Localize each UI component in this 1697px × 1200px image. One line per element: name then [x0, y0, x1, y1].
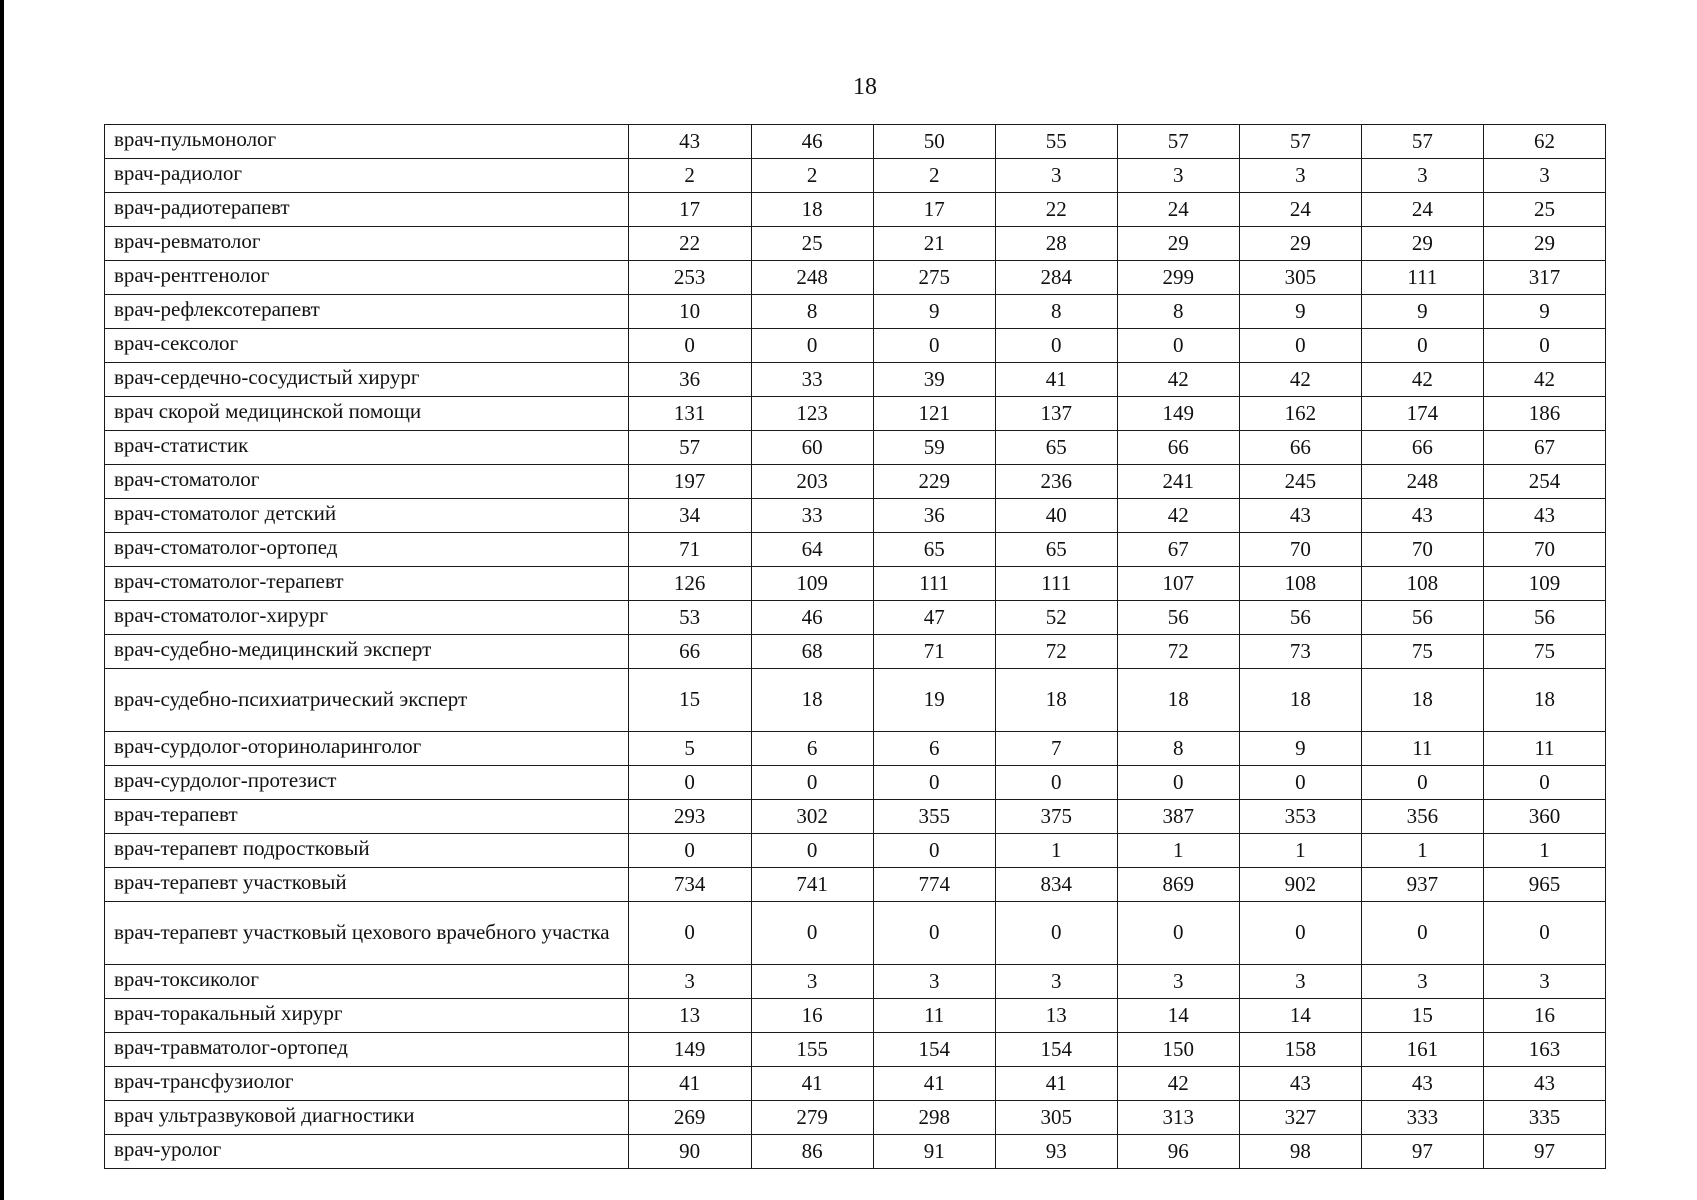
value-cell: 64 — [751, 533, 873, 567]
value-cell: 75 — [1361, 635, 1483, 669]
value-cell: 869 — [1117, 868, 1239, 902]
value-cell: 60 — [751, 431, 873, 465]
value-cell: 21 — [873, 227, 995, 261]
value-cell: 0 — [1361, 766, 1483, 800]
value-cell: 41 — [751, 1067, 873, 1101]
value-cell: 3 — [1361, 965, 1483, 999]
table-row — [105, 902, 1606, 965]
value-cell: 18 — [1361, 669, 1483, 732]
value-cell: 42 — [1483, 363, 1605, 397]
page-number: 18 — [853, 74, 877, 100]
value-cell: 163 — [1483, 1033, 1605, 1067]
value-cell: 67 — [1483, 431, 1605, 465]
row-label: врач-стоматолог — [105, 465, 629, 499]
value-cell: 0 — [873, 834, 995, 868]
value-cell: 42 — [1361, 363, 1483, 397]
value-cell: 65 — [873, 533, 995, 567]
table-row — [105, 999, 1606, 1033]
value-cell: 17 — [628, 193, 751, 227]
value-cell: 0 — [1117, 329, 1239, 363]
value-cell: 269 — [628, 1101, 751, 1135]
value-cell: 56 — [1483, 601, 1605, 635]
row-label: врач-уролог — [105, 1135, 629, 1169]
value-cell: 18 — [1117, 669, 1239, 732]
value-cell: 203 — [751, 465, 873, 499]
table-row — [105, 868, 1606, 902]
value-cell: 741 — [751, 868, 873, 902]
value-cell: 1 — [1239, 834, 1361, 868]
value-cell: 236 — [995, 465, 1117, 499]
row-label: врач-судебно-психиатрический эксперт — [105, 669, 629, 732]
value-cell: 72 — [995, 635, 1117, 669]
value-cell: 56 — [1361, 601, 1483, 635]
table-row — [105, 1101, 1606, 1135]
value-cell: 3 — [1117, 159, 1239, 193]
value-cell: 902 — [1239, 868, 1361, 902]
value-cell: 43 — [1361, 499, 1483, 533]
value-cell: 356 — [1361, 800, 1483, 834]
table-row — [105, 465, 1606, 499]
value-cell: 18 — [751, 193, 873, 227]
table-row — [105, 567, 1606, 601]
value-cell: 19 — [873, 669, 995, 732]
value-cell: 229 — [873, 465, 995, 499]
value-cell: 3 — [1239, 159, 1361, 193]
value-cell: 327 — [1239, 1101, 1361, 1135]
value-cell: 70 — [1483, 533, 1605, 567]
value-cell: 154 — [995, 1033, 1117, 1067]
row-label: врач-трансфузиолог — [105, 1067, 629, 1101]
scan-edge-border — [0, 0, 4, 1200]
value-cell: 5 — [628, 732, 751, 766]
row-label: врач-стоматолог детский — [105, 499, 629, 533]
row-label: врач-сердечно-сосудистый хирург — [105, 363, 629, 397]
row-label: врач-статистик — [105, 431, 629, 465]
value-cell: 67 — [1117, 533, 1239, 567]
value-cell: 298 — [873, 1101, 995, 1135]
value-cell: 9 — [1361, 295, 1483, 329]
value-cell: 293 — [628, 800, 751, 834]
row-label: врач-радиолог — [105, 159, 629, 193]
table-row — [105, 397, 1606, 431]
value-cell: 13 — [628, 999, 751, 1033]
value-cell: 24 — [1361, 193, 1483, 227]
value-cell: 0 — [1483, 902, 1605, 965]
table-row — [105, 800, 1606, 834]
value-cell: 834 — [995, 868, 1117, 902]
value-cell: 65 — [995, 533, 1117, 567]
value-cell: 29 — [1239, 227, 1361, 261]
row-label: врач-торакальный хирург — [105, 999, 629, 1033]
value-cell: 71 — [628, 533, 751, 567]
value-cell: 3 — [1117, 965, 1239, 999]
value-cell: 284 — [995, 261, 1117, 295]
value-cell: 3 — [1361, 159, 1483, 193]
value-cell: 0 — [873, 766, 995, 800]
table-row — [105, 193, 1606, 227]
value-cell: 57 — [1117, 125, 1239, 159]
value-cell: 0 — [751, 834, 873, 868]
value-cell: 0 — [1239, 329, 1361, 363]
row-label: врач-токсиколог — [105, 965, 629, 999]
value-cell: 279 — [751, 1101, 873, 1135]
value-cell: 254 — [1483, 465, 1605, 499]
value-cell: 98 — [1239, 1135, 1361, 1169]
value-cell: 0 — [1117, 766, 1239, 800]
value-cell: 17 — [873, 193, 995, 227]
value-cell: 0 — [873, 902, 995, 965]
value-cell: 0 — [1361, 329, 1483, 363]
value-cell: 50 — [873, 125, 995, 159]
row-label: врач-ревматолог — [105, 227, 629, 261]
value-cell: 46 — [751, 125, 873, 159]
value-cell: 33 — [751, 499, 873, 533]
value-cell: 0 — [1239, 902, 1361, 965]
value-cell: 62 — [1483, 125, 1605, 159]
value-cell: 149 — [628, 1033, 751, 1067]
table-row — [105, 1033, 1606, 1067]
row-label: врач-стоматолог-терапевт — [105, 567, 629, 601]
value-cell: 41 — [873, 1067, 995, 1101]
row-label: врач-радиотерапевт — [105, 193, 629, 227]
value-cell: 1 — [1117, 834, 1239, 868]
value-cell: 375 — [995, 800, 1117, 834]
value-cell: 52 — [995, 601, 1117, 635]
table-row — [105, 329, 1606, 363]
table-row — [105, 159, 1606, 193]
value-cell: 0 — [995, 902, 1117, 965]
value-cell: 3 — [995, 965, 1117, 999]
value-cell: 2 — [873, 159, 995, 193]
value-cell: 97 — [1361, 1135, 1483, 1169]
value-cell: 3 — [628, 965, 751, 999]
value-cell: 56 — [1239, 601, 1361, 635]
row-label: врач-травматолог-ортопед — [105, 1033, 629, 1067]
value-cell: 302 — [751, 800, 873, 834]
value-cell: 0 — [751, 766, 873, 800]
value-cell: 93 — [995, 1135, 1117, 1169]
value-cell: 111 — [1361, 261, 1483, 295]
value-cell: 121 — [873, 397, 995, 431]
value-cell: 34 — [628, 499, 751, 533]
row-label: врач-сурдолог-протезист — [105, 766, 629, 800]
value-cell: 123 — [751, 397, 873, 431]
value-cell: 108 — [1239, 567, 1361, 601]
value-cell: 75 — [1483, 635, 1605, 669]
value-cell: 73 — [1239, 635, 1361, 669]
value-cell: 7 — [995, 732, 1117, 766]
value-cell: 158 — [1239, 1033, 1361, 1067]
value-cell: 245 — [1239, 465, 1361, 499]
value-cell: 46 — [751, 601, 873, 635]
value-cell: 0 — [1117, 902, 1239, 965]
value-cell: 66 — [1361, 431, 1483, 465]
table-row — [105, 125, 1606, 159]
value-cell: 109 — [751, 567, 873, 601]
row-label: врач-рефлексотерапевт — [105, 295, 629, 329]
value-cell: 0 — [628, 902, 751, 965]
value-cell: 42 — [1239, 363, 1361, 397]
table-row — [105, 669, 1606, 732]
value-cell: 29 — [1361, 227, 1483, 261]
row-label: врач-стоматолог-ортопед — [105, 533, 629, 567]
value-cell: 108 — [1361, 567, 1483, 601]
value-cell: 8 — [751, 295, 873, 329]
value-cell: 111 — [873, 567, 995, 601]
table-row — [105, 295, 1606, 329]
value-cell: 387 — [1117, 800, 1239, 834]
value-cell: 14 — [1117, 999, 1239, 1033]
value-cell: 9 — [1483, 295, 1605, 329]
value-cell: 36 — [873, 499, 995, 533]
value-cell: 15 — [1361, 999, 1483, 1033]
value-cell: 18 — [1239, 669, 1361, 732]
value-cell: 71 — [873, 635, 995, 669]
row-label: врач-сексолог — [105, 329, 629, 363]
value-cell: 3 — [751, 965, 873, 999]
value-cell: 29 — [1117, 227, 1239, 261]
value-cell: 355 — [873, 800, 995, 834]
staff-table — [104, 124, 1606, 1169]
value-cell: 154 — [873, 1033, 995, 1067]
value-cell: 360 — [1483, 800, 1605, 834]
value-cell: 43 — [1483, 499, 1605, 533]
value-cell: 70 — [1239, 533, 1361, 567]
value-cell: 86 — [751, 1135, 873, 1169]
value-cell: 28 — [995, 227, 1117, 261]
value-cell: 25 — [1483, 193, 1605, 227]
row-label: врач-стоматолог-хирург — [105, 601, 629, 635]
table-row — [105, 431, 1606, 465]
value-cell: 0 — [995, 329, 1117, 363]
value-cell: 299 — [1117, 261, 1239, 295]
value-cell: 66 — [1239, 431, 1361, 465]
value-cell: 6 — [751, 732, 873, 766]
value-cell: 65 — [995, 431, 1117, 465]
value-cell: 0 — [751, 902, 873, 965]
table-row — [105, 261, 1606, 295]
value-cell: 0 — [1483, 329, 1605, 363]
value-cell: 10 — [628, 295, 751, 329]
value-cell: 1 — [995, 834, 1117, 868]
table-row — [105, 1135, 1606, 1169]
value-cell: 11 — [873, 999, 995, 1033]
value-cell: 57 — [628, 431, 751, 465]
value-cell: 29 — [1483, 227, 1605, 261]
value-cell: 57 — [1361, 125, 1483, 159]
row-label: врач скорой медицинской помощи — [105, 397, 629, 431]
value-cell: 317 — [1483, 261, 1605, 295]
value-cell: 353 — [1239, 800, 1361, 834]
row-label: врач-сурдолог-оториноларинголог — [105, 732, 629, 766]
value-cell: 43 — [1361, 1067, 1483, 1101]
table-row — [105, 601, 1606, 635]
value-cell: 33 — [751, 363, 873, 397]
table-row — [105, 1067, 1606, 1101]
value-cell: 18 — [751, 669, 873, 732]
value-cell: 3 — [1483, 965, 1605, 999]
value-cell: 6 — [873, 732, 995, 766]
value-cell: 25 — [751, 227, 873, 261]
value-cell: 161 — [1361, 1033, 1483, 1067]
value-cell: 275 — [873, 261, 995, 295]
value-cell: 1 — [1483, 834, 1605, 868]
value-cell: 0 — [873, 329, 995, 363]
value-cell: 96 — [1117, 1135, 1239, 1169]
value-cell: 97 — [1483, 1135, 1605, 1169]
value-cell: 24 — [1117, 193, 1239, 227]
value-cell: 91 — [873, 1135, 995, 1169]
value-cell: 0 — [1483, 766, 1605, 800]
value-cell: 36 — [628, 363, 751, 397]
value-cell: 47 — [873, 601, 995, 635]
value-cell: 8 — [1117, 732, 1239, 766]
value-cell: 109 — [1483, 567, 1605, 601]
value-cell: 66 — [628, 635, 751, 669]
row-label: врач-судебно-медицинский эксперт — [105, 635, 629, 669]
value-cell: 305 — [1239, 261, 1361, 295]
value-cell: 55 — [995, 125, 1117, 159]
value-cell: 41 — [995, 363, 1117, 397]
value-cell: 8 — [1117, 295, 1239, 329]
table-row — [105, 834, 1606, 868]
row-label: врач-терапевт участковый — [105, 868, 629, 902]
value-cell: 107 — [1117, 567, 1239, 601]
value-cell: 0 — [628, 834, 751, 868]
value-cell: 253 — [628, 261, 751, 295]
value-cell: 774 — [873, 868, 995, 902]
value-cell: 3 — [1239, 965, 1361, 999]
value-cell: 9 — [873, 295, 995, 329]
value-cell: 0 — [1239, 766, 1361, 800]
value-cell: 734 — [628, 868, 751, 902]
value-cell: 8 — [995, 295, 1117, 329]
table-row — [105, 227, 1606, 261]
value-cell: 15 — [628, 669, 751, 732]
value-cell: 197 — [628, 465, 751, 499]
value-cell: 39 — [873, 363, 995, 397]
value-cell: 18 — [1483, 669, 1605, 732]
value-cell: 174 — [1361, 397, 1483, 431]
value-cell: 3 — [1483, 159, 1605, 193]
value-cell: 162 — [1239, 397, 1361, 431]
table-row — [105, 363, 1606, 397]
value-cell: 335 — [1483, 1101, 1605, 1135]
value-cell: 0 — [751, 329, 873, 363]
value-cell: 2 — [751, 159, 873, 193]
value-cell: 111 — [995, 567, 1117, 601]
value-cell: 16 — [751, 999, 873, 1033]
value-cell: 43 — [628, 125, 751, 159]
value-cell: 43 — [1483, 1067, 1605, 1101]
value-cell: 13 — [995, 999, 1117, 1033]
value-cell: 0 — [995, 766, 1117, 800]
row-label: врач-терапевт — [105, 800, 629, 834]
row-label: врач-рентгенолог — [105, 261, 629, 295]
table-row — [105, 766, 1606, 800]
value-cell: 2 — [628, 159, 751, 193]
value-cell: 59 — [873, 431, 995, 465]
value-cell: 965 — [1483, 868, 1605, 902]
table-row — [105, 635, 1606, 669]
value-cell: 9 — [1239, 295, 1361, 329]
value-cell: 9 — [1239, 732, 1361, 766]
value-cell: 248 — [1361, 465, 1483, 499]
value-cell: 186 — [1483, 397, 1605, 431]
value-cell: 0 — [1361, 902, 1483, 965]
value-cell: 16 — [1483, 999, 1605, 1033]
value-cell: 241 — [1117, 465, 1239, 499]
value-cell: 11 — [1361, 732, 1483, 766]
value-cell: 131 — [628, 397, 751, 431]
row-label: врач ультразвуковой диагностики — [105, 1101, 629, 1135]
value-cell: 40 — [995, 499, 1117, 533]
value-cell: 3 — [873, 965, 995, 999]
value-cell: 248 — [751, 261, 873, 295]
table-row — [105, 965, 1606, 999]
value-cell: 0 — [628, 766, 751, 800]
value-cell: 150 — [1117, 1033, 1239, 1067]
table-row — [105, 499, 1606, 533]
row-label: врач-пульмонолог — [105, 125, 629, 159]
value-cell: 41 — [995, 1067, 1117, 1101]
value-cell: 41 — [628, 1067, 751, 1101]
value-cell: 42 — [1117, 1067, 1239, 1101]
value-cell: 66 — [1117, 431, 1239, 465]
value-cell: 57 — [1239, 125, 1361, 159]
row-label: врач-терапевт подростковый — [105, 834, 629, 868]
value-cell: 313 — [1117, 1101, 1239, 1135]
value-cell: 42 — [1117, 363, 1239, 397]
value-cell: 22 — [995, 193, 1117, 227]
value-cell: 937 — [1361, 868, 1483, 902]
value-cell: 72 — [1117, 635, 1239, 669]
value-cell: 11 — [1483, 732, 1605, 766]
value-cell: 0 — [628, 329, 751, 363]
value-cell: 305 — [995, 1101, 1117, 1135]
table-body — [105, 125, 1606, 1169]
value-cell: 53 — [628, 601, 751, 635]
value-cell: 68 — [751, 635, 873, 669]
value-cell: 43 — [1239, 1067, 1361, 1101]
value-cell: 42 — [1117, 499, 1239, 533]
value-cell: 14 — [1239, 999, 1361, 1033]
value-cell: 70 — [1361, 533, 1483, 567]
value-cell: 22 — [628, 227, 751, 261]
value-cell: 149 — [1117, 397, 1239, 431]
value-cell: 3 — [995, 159, 1117, 193]
value-cell: 126 — [628, 567, 751, 601]
value-cell: 56 — [1117, 601, 1239, 635]
value-cell: 137 — [995, 397, 1117, 431]
value-cell: 43 — [1239, 499, 1361, 533]
value-cell: 18 — [995, 669, 1117, 732]
value-cell: 24 — [1239, 193, 1361, 227]
value-cell: 333 — [1361, 1101, 1483, 1135]
table-row — [105, 732, 1606, 766]
value-cell: 90 — [628, 1135, 751, 1169]
value-cell: 155 — [751, 1033, 873, 1067]
row-label: врач-терапевт участковый цехового врачебного участка — [105, 902, 629, 965]
value-cell: 1 — [1361, 834, 1483, 868]
table-row — [105, 533, 1606, 567]
